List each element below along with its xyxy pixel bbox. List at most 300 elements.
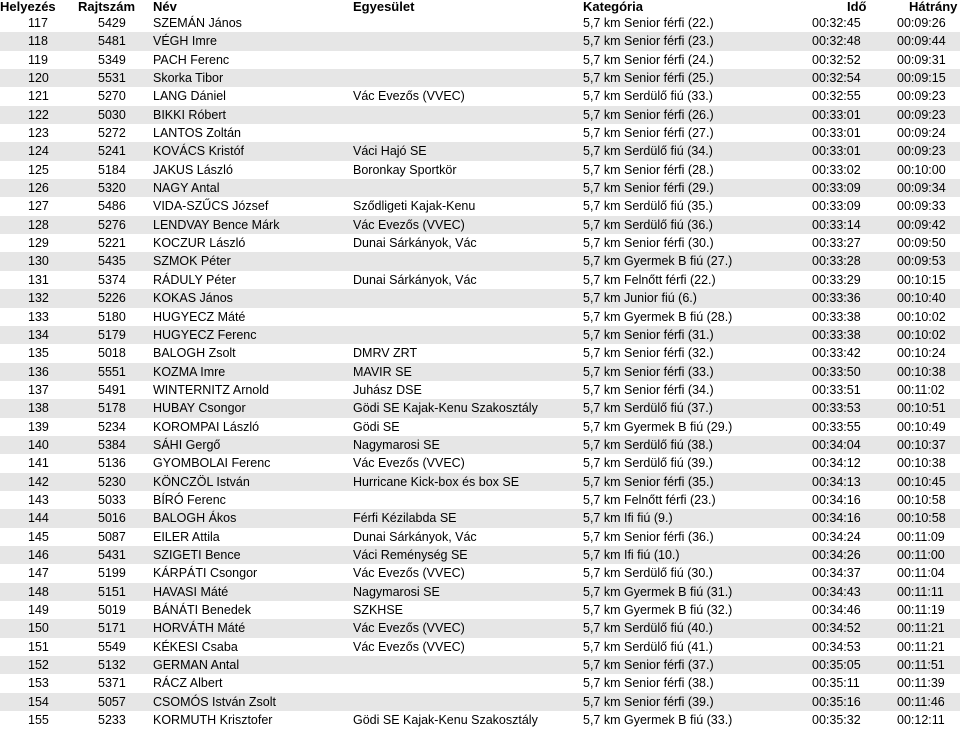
category-cell: 5,7 km Felnőtt férfi (22.) — [583, 272, 716, 287]
category-cell: 5,7 km Serdülő fiú (34.) — [583, 144, 713, 159]
placement-cell: 139 — [28, 419, 49, 434]
placement-cell: 144 — [28, 511, 49, 526]
time-cell: 00:33:53 — [812, 401, 861, 416]
category-cell: 5,7 km Serdülő fiú (40.) — [583, 621, 713, 636]
category-cell: 5,7 km Gyermek B fiú (29.) — [583, 419, 733, 434]
category-cell: 5,7 km Senior férfi (34.) — [583, 382, 714, 397]
bib-number-cell: 5230 — [98, 474, 126, 489]
table-row — [0, 197, 960, 215]
table-row — [0, 674, 960, 692]
time-cell: 00:35:11 — [812, 676, 860, 691]
club-cell: Gödi SE Kajak-Kenu Szakosztály — [353, 713, 538, 728]
time-behind-cell: 00:09:53 — [897, 254, 946, 269]
placement-cell: 152 — [28, 658, 49, 673]
name-cell: VIDA-SZŰCS József — [153, 199, 269, 214]
table-row — [0, 216, 960, 234]
placement-cell: 148 — [28, 584, 49, 599]
header-time: Idő — [847, 0, 867, 14]
name-cell: LENDVAY Bence Márk — [153, 217, 280, 232]
time-behind-cell: 00:09:23 — [897, 89, 946, 104]
placement-cell: 124 — [28, 144, 49, 159]
table-row — [0, 179, 960, 197]
club-cell: Nagymarosi SE — [353, 584, 440, 599]
placement-cell: 121 — [28, 89, 49, 104]
category-cell: 5,7 km Senior férfi (24.) — [583, 52, 714, 67]
time-cell: 00:33:50 — [812, 364, 861, 379]
header-bib-number: Rajtszám — [78, 0, 136, 14]
header-club: Egyesület — [353, 0, 415, 14]
table-row — [0, 69, 960, 87]
category-cell: 5,7 km Gyermek B fiú (28.) — [583, 309, 733, 324]
table-row — [0, 638, 960, 656]
name-cell: KÖNCZÖL István — [153, 474, 250, 489]
club-cell: Vác Evezős (VVEC) — [353, 456, 465, 471]
category-cell: 5,7 km Ifi fiú (10.) — [583, 547, 680, 562]
bib-number-cell: 5531 — [98, 71, 126, 86]
category-cell: 5,7 km Senior férfi (38.) — [583, 676, 714, 691]
table-row — [0, 363, 960, 381]
placement-cell: 155 — [28, 713, 49, 728]
time-behind-cell: 00:10:58 — [897, 511, 946, 526]
time-cell: 00:34:12 — [812, 456, 861, 471]
category-cell: 5,7 km Senior férfi (31.) — [583, 327, 714, 342]
table-row — [0, 252, 960, 270]
time-behind-cell: 00:12:11 — [897, 713, 945, 728]
time-cell: 00:32:52 — [812, 52, 861, 67]
bib-number-cell: 5349 — [98, 52, 126, 67]
name-cell: KOCZUR László — [153, 236, 246, 251]
category-cell: 5,7 km Senior férfi (25.) — [583, 71, 714, 86]
name-cell: SZIGETI Bence — [153, 547, 241, 562]
bib-number-cell: 5233 — [98, 713, 126, 728]
name-cell: HUBAY Csongor — [153, 401, 246, 416]
name-cell: SZMOK Péter — [153, 254, 231, 269]
table-row — [0, 161, 960, 179]
name-cell: BALOGH Ákos — [153, 511, 237, 526]
bib-number-cell: 5234 — [98, 419, 126, 434]
bib-number-cell: 5132 — [98, 658, 126, 673]
time-behind-cell: 00:10:24 — [897, 346, 946, 361]
bib-number-cell: 5320 — [98, 181, 126, 196]
name-cell: LANG Dániel — [153, 89, 226, 104]
placement-cell: 118 — [28, 34, 48, 49]
name-cell: GERMAN Antal — [153, 658, 240, 673]
name-cell: PACH Ferenc — [153, 52, 230, 67]
table-row — [0, 509, 960, 527]
time-cell: 00:34:26 — [812, 547, 861, 562]
time-cell: 00:33:01 — [812, 107, 861, 122]
table-row — [0, 106, 960, 124]
placement-cell: 146 — [28, 547, 49, 562]
name-cell: LANTOS Zoltán — [153, 126, 242, 141]
table-row — [0, 528, 960, 546]
placement-cell: 132 — [28, 291, 49, 306]
time-cell: 00:32:54 — [812, 71, 861, 86]
bib-number-cell: 5486 — [98, 199, 126, 214]
placement-cell: 154 — [28, 694, 49, 709]
time-behind-cell: 00:11:21 — [897, 639, 945, 654]
placement-cell: 145 — [28, 529, 49, 544]
category-cell: 5,7 km Ifi fiú (9.) — [583, 511, 673, 526]
time-cell: 00:34:13 — [812, 474, 861, 489]
club-cell: Boronkay Sportkör — [353, 162, 457, 177]
table-row — [0, 51, 960, 69]
placement-cell: 129 — [28, 236, 49, 251]
bib-number-cell: 5551 — [98, 364, 126, 379]
club-cell: Sződligeti Kajak-Kenu — [353, 199, 476, 214]
name-cell: NAGY Antal — [153, 181, 220, 196]
name-cell: BÍRÓ Ferenc — [153, 492, 226, 507]
placement-cell: 130 — [28, 254, 49, 269]
time-cell: 00:32:48 — [812, 34, 861, 49]
club-cell: Vác Evezős (VVEC) — [353, 639, 465, 654]
bib-number-cell: 5276 — [98, 217, 126, 232]
header-placement: Helyezés — [0, 0, 56, 14]
time-behind-cell: 00:10:37 — [897, 437, 946, 452]
placement-cell: 123 — [28, 126, 49, 141]
club-cell: Vác Evezős (VVEC) — [353, 621, 465, 636]
placement-cell: 122 — [28, 107, 49, 122]
table-row — [0, 344, 960, 362]
time-behind-cell: 00:09:50 — [897, 236, 946, 251]
time-cell: 00:33:09 — [812, 199, 861, 214]
name-cell: KOZMA Imre — [153, 364, 226, 379]
club-cell: Dunai Sárkányok, Vác — [353, 236, 477, 251]
bib-number-cell: 5184 — [98, 162, 126, 177]
name-cell: HAVASI Máté — [153, 584, 229, 599]
time-behind-cell: 00:09:33 — [897, 199, 946, 214]
time-behind-cell: 00:11:51 — [897, 658, 945, 673]
category-cell: 5,7 km Serdülő fiú (38.) — [583, 437, 713, 452]
name-cell: BIKKI Róbert — [153, 107, 226, 122]
category-cell: 5,7 km Gyermek B fiú (32.) — [583, 603, 733, 617]
table-row — [0, 583, 960, 601]
table-row — [0, 656, 960, 674]
placement-cell: 119 — [28, 52, 48, 67]
placement-cell: 125 — [28, 162, 49, 177]
header-time-behind: Hátrány — [909, 0, 958, 14]
table-row — [0, 711, 960, 729]
name-cell: WINTERNITZ Arnold — [153, 382, 269, 397]
name-cell: KORMUTH Krisztofer — [153, 713, 273, 728]
table-row — [0, 546, 960, 564]
category-cell: 5,7 km Senior férfi (29.) — [583, 181, 714, 196]
table-row — [0, 693, 960, 711]
time-cell: 00:33:51 — [812, 382, 861, 397]
time-cell: 00:32:45 — [812, 16, 861, 30]
table-row — [0, 418, 960, 436]
time-behind-cell: 00:09:31 — [897, 52, 946, 67]
bib-number-cell: 5221 — [98, 236, 126, 251]
table-row — [0, 564, 960, 582]
bib-number-cell: 5374 — [98, 272, 126, 287]
time-behind-cell: 00:09:23 — [897, 107, 946, 122]
time-cell: 00:33:36 — [812, 291, 861, 306]
time-behind-cell: 00:09:42 — [897, 217, 946, 232]
category-cell: 5,7 km Senior férfi (36.) — [583, 529, 714, 544]
time-cell: 00:33:38 — [812, 327, 861, 342]
time-behind-cell: 00:11:11 — [897, 584, 944, 599]
bib-number-cell: 5549 — [98, 639, 126, 654]
table-row — [0, 454, 960, 472]
time-cell: 00:33:01 — [812, 144, 861, 159]
placement-cell: 133 — [28, 309, 49, 324]
table-row — [0, 308, 960, 326]
table-row — [0, 381, 960, 399]
time-cell: 00:34:04 — [812, 437, 861, 452]
table-row — [0, 399, 960, 417]
time-cell: 00:34:37 — [812, 566, 861, 581]
category-cell: 5,7 km Gyermek B fiú (31.) — [583, 584, 733, 599]
time-cell: 00:33:09 — [812, 181, 861, 196]
time-cell: 00:34:43 — [812, 584, 861, 599]
name-cell: KÉKESI Csaba — [153, 639, 238, 654]
name-cell: SÁHI Gergő — [153, 437, 221, 452]
time-behind-cell: 00:09:23 — [897, 144, 946, 159]
name-cell: BÁNÁTI Benedek — [153, 603, 251, 617]
time-cell: 00:33:55 — [812, 419, 861, 434]
time-behind-cell: 00:11:39 — [897, 676, 945, 691]
table-row — [0, 601, 960, 619]
club-cell: Nagymarosi SE — [353, 437, 440, 452]
club-cell: Dunai Sárkányok, Vác — [353, 272, 477, 287]
table-row — [0, 32, 960, 50]
name-cell: RÁDULY Péter — [153, 272, 236, 287]
name-cell: KÁRPÁTI Csongor — [153, 566, 258, 581]
category-cell: 5,7 km Senior férfi (30.) — [583, 236, 714, 251]
table-row — [0, 491, 960, 509]
time-cell: 00:34:16 — [812, 511, 861, 526]
club-cell: Vác Evezős (VVEC) — [353, 217, 465, 232]
bib-number-cell: 5241 — [98, 144, 126, 159]
category-cell: 5,7 km Serdülő fiú (35.) — [583, 199, 713, 214]
placement-cell: 140 — [28, 437, 49, 452]
bib-number-cell: 5180 — [98, 309, 126, 324]
time-behind-cell: 00:09:34 — [897, 181, 946, 196]
bib-number-cell: 5431 — [98, 547, 126, 562]
time-cell: 00:34:52 — [812, 621, 861, 636]
table-header — [0, 0, 960, 14]
category-cell: 5,7 km Gyermek B fiú (27.) — [583, 254, 733, 269]
bib-number-cell: 5272 — [98, 126, 126, 141]
time-cell: 00:35:05 — [812, 658, 861, 673]
club-cell: Dunai Sárkányok, Vác — [353, 529, 477, 544]
category-cell: 5,7 km Senior férfi (22.) — [583, 16, 714, 30]
bib-number-cell: 5087 — [98, 529, 126, 544]
category-cell: 5,7 km Senior férfi (33.) — [583, 364, 714, 379]
time-behind-cell: 00:10:02 — [897, 309, 946, 324]
table-row — [0, 87, 960, 105]
table-row — [0, 271, 960, 289]
time-behind-cell: 00:11:19 — [897, 603, 945, 617]
placement-cell: 150 — [28, 621, 49, 636]
name-cell: SZEMÁN János — [153, 16, 242, 30]
name-cell: VÉGH Imre — [153, 34, 217, 49]
placement-cell: 153 — [28, 676, 49, 691]
name-cell: KOKAS János — [153, 291, 233, 306]
placement-cell: 143 — [28, 492, 49, 507]
placement-cell: 127 — [28, 199, 49, 214]
bib-number-cell: 5179 — [98, 327, 126, 342]
table-row — [0, 473, 960, 491]
time-cell: 00:32:55 — [812, 89, 861, 104]
placement-cell: 137 — [28, 382, 49, 397]
bib-number-cell: 5481 — [98, 34, 126, 49]
bib-number-cell: 5199 — [98, 566, 126, 581]
bib-number-cell: 5178 — [98, 401, 126, 416]
placement-cell: 141 — [28, 456, 49, 471]
club-cell: Váci Hajó SE — [353, 144, 427, 159]
bib-number-cell: 5151 — [98, 584, 126, 599]
time-behind-cell: 00:10:02 — [897, 327, 946, 342]
name-cell: GYOMBOLAI Ferenc — [153, 456, 271, 471]
category-cell: 5,7 km Senior férfi (27.) — [583, 126, 714, 141]
category-cell: 5,7 km Senior férfi (28.) — [583, 162, 714, 177]
placement-cell: 128 — [28, 217, 49, 232]
name-cell: HUGYECZ Máté — [153, 309, 246, 324]
bib-number-cell: 5016 — [98, 511, 126, 526]
time-behind-cell: 00:10:00 — [897, 162, 946, 177]
name-cell: KOVÁCS Kristóf — [153, 144, 244, 159]
time-behind-cell: 00:10:51 — [897, 401, 946, 416]
name-cell: HORVÁTH Máté — [153, 621, 246, 636]
category-cell: 5,7 km Serdülő fiú (30.) — [583, 566, 713, 581]
name-cell: EILER Attila — [153, 529, 220, 544]
bib-number-cell: 5136 — [98, 456, 126, 471]
placement-cell: 131 — [28, 272, 49, 287]
time-cell: 00:35:16 — [812, 694, 861, 709]
time-behind-cell: 00:09:26 — [897, 16, 946, 30]
table-body — [0, 14, 960, 729]
placement-cell: 147 — [28, 566, 49, 581]
time-behind-cell: 00:10:38 — [897, 456, 946, 471]
club-cell: DMRV ZRT — [353, 346, 418, 361]
bib-number-cell: 5171 — [98, 621, 126, 636]
table-row — [0, 619, 960, 637]
bib-number-cell: 5435 — [98, 254, 126, 269]
placement-cell: 149 — [28, 603, 49, 617]
category-cell: 5,7 km Senior férfi (35.) — [583, 474, 714, 489]
club-cell: Gödi SE Kajak-Kenu Szakosztály — [353, 401, 538, 416]
time-behind-cell: 00:09:44 — [897, 34, 946, 49]
table-row — [0, 142, 960, 160]
bib-number-cell: 5270 — [98, 89, 126, 104]
time-behind-cell: 00:09:15 — [897, 71, 946, 86]
time-behind-cell: 00:10:49 — [897, 419, 946, 434]
bib-number-cell: 5057 — [98, 694, 126, 709]
time-behind-cell: 00:11:02 — [897, 382, 945, 397]
name-cell: KOROMPAI László — [153, 419, 260, 434]
time-behind-cell: 00:11:00 — [897, 547, 945, 562]
header-category: Kategória — [583, 0, 643, 14]
time-cell: 00:33:42 — [812, 346, 861, 361]
name-cell: CSOMÓS István Zsolt — [153, 694, 276, 709]
time-behind-cell: 00:10:15 — [897, 272, 946, 287]
bib-number-cell: 5491 — [98, 382, 126, 397]
club-cell: SZKHSE — [353, 603, 404, 617]
table-row — [0, 289, 960, 307]
time-cell: 00:33:02 — [812, 162, 861, 177]
placement-cell: 117 — [28, 16, 48, 30]
time-cell: 00:33:28 — [812, 254, 861, 269]
category-cell: 5,7 km Gyermek B fiú (33.) — [583, 713, 733, 728]
name-cell: HUGYECZ Ferenc — [153, 327, 257, 342]
time-behind-cell: 00:11:04 — [897, 566, 945, 581]
name-cell: RÁCZ Albert — [153, 676, 223, 691]
time-cell: 00:34:24 — [812, 529, 861, 544]
time-cell: 00:33:38 — [812, 309, 861, 324]
time-cell: 00:33:29 — [812, 272, 861, 287]
category-cell: 5,7 km Senior férfi (37.) — [583, 658, 714, 673]
placement-cell: 136 — [28, 364, 49, 379]
placement-cell: 142 — [28, 474, 49, 489]
club-cell: Juhász DSE — [353, 382, 422, 397]
placement-cell: 126 — [28, 181, 49, 196]
category-cell: 5,7 km Serdülő fiú (37.) — [583, 401, 713, 416]
time-cell: 00:34:16 — [812, 492, 861, 507]
placement-cell: 134 — [28, 327, 49, 342]
header-name: Név — [153, 0, 177, 14]
club-cell: Váci Reménység SE — [353, 547, 468, 562]
bib-number-cell: 5429 — [98, 16, 126, 30]
bib-number-cell: 5226 — [98, 291, 126, 306]
placement-cell: 151 — [28, 639, 49, 654]
placement-cell: 138 — [28, 401, 49, 416]
table-row — [0, 124, 960, 142]
placement-cell: 135 — [28, 346, 49, 361]
bib-number-cell: 5033 — [98, 492, 126, 507]
bib-number-cell: 5018 — [98, 346, 126, 361]
time-cell: 00:34:53 — [812, 639, 861, 654]
table-row — [0, 234, 960, 252]
category-cell: 5,7 km Junior fiú (6.) — [583, 291, 697, 306]
club-cell: Vác Evezős (VVEC) — [353, 89, 465, 104]
time-behind-cell: 00:10:38 — [897, 364, 946, 379]
time-behind-cell: 00:11:46 — [897, 694, 945, 709]
category-cell: 5,7 km Serdülő fiú (39.) — [583, 456, 713, 471]
time-cell: 00:33:01 — [812, 126, 861, 141]
table-row — [0, 436, 960, 454]
time-behind-cell: 00:11:21 — [897, 621, 945, 636]
name-cell: Skorka Tibor — [153, 71, 224, 86]
bib-number-cell: 5019 — [98, 603, 126, 617]
category-cell: 5,7 km Senior férfi (39.) — [583, 694, 714, 709]
time-behind-cell: 00:10:58 — [897, 492, 946, 507]
time-cell: 00:35:32 — [812, 713, 861, 728]
table-row — [0, 14, 960, 32]
club-cell: Hurricane Kick-box és box SE — [353, 474, 520, 489]
name-cell: BALOGH Zsolt — [153, 346, 236, 361]
club-cell: Férfi Kézilabda SE — [353, 511, 457, 526]
bib-number-cell: 5384 — [98, 437, 126, 452]
time-behind-cell: 00:11:09 — [897, 529, 945, 544]
club-cell: Vác Evezős (VVEC) — [353, 566, 465, 581]
club-cell: Gödi SE — [353, 419, 400, 434]
category-cell: 5,7 km Senior férfi (23.) — [583, 34, 714, 49]
category-cell: 5,7 km Felnőtt férfi (23.) — [583, 492, 716, 507]
placement-cell: 120 — [28, 71, 49, 86]
category-cell: 5,7 km Serdülő fiú (41.) — [583, 639, 713, 654]
category-cell: 5,7 km Senior férfi (32.) — [583, 346, 714, 361]
time-cell: 00:34:46 — [812, 603, 861, 617]
time-behind-cell: 00:09:24 — [897, 126, 946, 141]
time-cell: 00:33:14 — [812, 217, 861, 232]
name-cell: JAKUS László — [153, 162, 233, 177]
club-cell: MAVIR SE — [353, 364, 412, 379]
category-cell: 5,7 km Serdülő fiú (36.) — [583, 217, 713, 232]
bib-number-cell: 5371 — [98, 676, 126, 691]
bib-number-cell: 5030 — [98, 107, 126, 122]
